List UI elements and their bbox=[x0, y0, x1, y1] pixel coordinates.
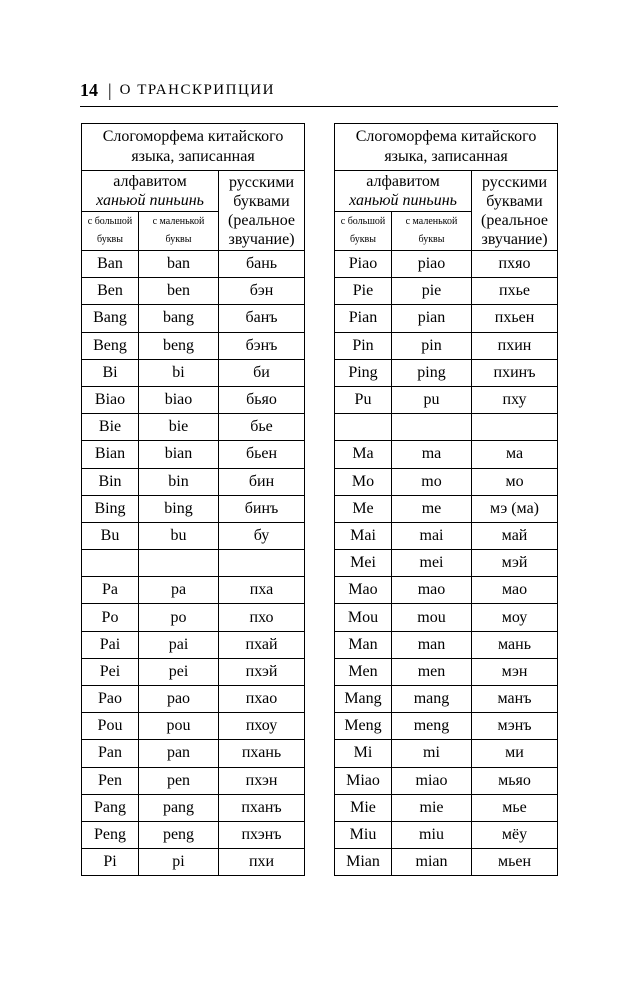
syllable-russian-cell: бэнъ bbox=[219, 332, 305, 359]
small-letter-header bbox=[392, 212, 472, 251]
syllable-russian-cell: бу bbox=[219, 522, 305, 549]
syllable-lowercase-cell: bi bbox=[139, 359, 219, 386]
syllable-lowercase-cell: me bbox=[392, 495, 472, 522]
syllable-russian-cell: бэн bbox=[219, 278, 305, 305]
table-row bbox=[82, 441, 305, 468]
syllable-russian-cell: бье bbox=[219, 414, 305, 441]
transcription-table-left bbox=[81, 123, 305, 876]
table-title: Слогоморфема китайского языка, записанная bbox=[82, 124, 305, 171]
page-number: 14 bbox=[80, 79, 98, 100]
syllable-lowercase-cell: pan bbox=[139, 740, 219, 767]
russian-header bbox=[472, 171, 558, 251]
syllable-capital-cell: Mie bbox=[335, 794, 392, 821]
syllable-lowercase-cell: mai bbox=[392, 522, 472, 549]
table-row bbox=[335, 414, 558, 441]
syllable-capital-cell: Bang bbox=[82, 305, 139, 332]
table-row bbox=[335, 359, 558, 386]
syllable-capital-cell: Pu bbox=[335, 386, 392, 413]
syllable-lowercase-cell: pei bbox=[139, 658, 219, 685]
syllable-russian-cell: пха bbox=[219, 577, 305, 604]
syllable-russian-cell bbox=[219, 550, 305, 577]
russian-header-line1: русскими bbox=[482, 173, 548, 191]
table-row bbox=[335, 686, 558, 713]
table-row bbox=[82, 604, 305, 631]
table-row bbox=[82, 414, 305, 441]
syllable-lowercase-cell: bin bbox=[139, 468, 219, 495]
table-row bbox=[82, 278, 305, 305]
table-row bbox=[82, 359, 305, 386]
syllable-lowercase-cell: peng bbox=[139, 821, 219, 848]
russian-header-line3: (реальное bbox=[481, 211, 549, 229]
syllable-lowercase-cell: ban bbox=[139, 251, 219, 278]
syllable-lowercase-cell: biao bbox=[139, 386, 219, 413]
syllable-lowercase-cell bbox=[392, 414, 472, 441]
syllable-capital-cell: Pao bbox=[82, 686, 139, 713]
syllable-russian-cell: бинъ bbox=[219, 495, 305, 522]
table-row bbox=[82, 550, 305, 577]
table-row bbox=[82, 495, 305, 522]
capital-header-line1: с большой bbox=[340, 216, 386, 227]
syllable-lowercase-cell: ma bbox=[392, 441, 472, 468]
table-row bbox=[82, 631, 305, 658]
syllable-capital-cell: Mi bbox=[335, 740, 392, 767]
table-row bbox=[82, 522, 305, 549]
syllable-capital-cell: Mang bbox=[335, 686, 392, 713]
table-row bbox=[335, 441, 558, 468]
syllable-capital-cell: Meng bbox=[335, 713, 392, 740]
russian-header-line1: русскими bbox=[229, 173, 295, 191]
syllable-capital-cell: Mao bbox=[335, 577, 392, 604]
syllable-russian-cell: пханъ bbox=[219, 794, 305, 821]
syllable-capital-cell: Pan bbox=[82, 740, 139, 767]
syllable-lowercase-cell: man bbox=[392, 631, 472, 658]
table-row bbox=[335, 740, 558, 767]
syllable-lowercase-cell: pai bbox=[139, 631, 219, 658]
table-row bbox=[335, 251, 558, 278]
syllable-russian-cell: бань bbox=[219, 251, 305, 278]
syllable-lowercase-cell: pu bbox=[392, 386, 472, 413]
syllable-capital-cell: Beng bbox=[82, 332, 139, 359]
syllable-russian-cell: пхоу bbox=[219, 713, 305, 740]
table-row bbox=[335, 849, 558, 876]
syllable-capital-cell: Mou bbox=[335, 604, 392, 631]
syllable-russian-cell: пхэнъ bbox=[219, 821, 305, 848]
syllable-russian-cell: пхо bbox=[219, 604, 305, 631]
syllable-russian-cell: манъ bbox=[472, 686, 558, 713]
transcription-table-right bbox=[334, 123, 558, 876]
syllable-capital-cell bbox=[82, 550, 139, 577]
capital-header-line1: с большой bbox=[87, 216, 133, 227]
syllable-capital-cell: Men bbox=[335, 658, 392, 685]
small-header-line2: буквы bbox=[418, 234, 445, 245]
table-row bbox=[335, 305, 558, 332]
syllable-capital-cell: Pian bbox=[335, 305, 392, 332]
syllable-russian-cell: мёу bbox=[472, 821, 558, 848]
syllable-capital-cell: Pou bbox=[82, 713, 139, 740]
syllable-capital-cell: Pang bbox=[82, 794, 139, 821]
syllable-russian-cell: пхэн bbox=[219, 767, 305, 794]
capital-header-line2: буквы bbox=[96, 234, 123, 245]
syllable-capital-cell: Pi bbox=[82, 849, 139, 876]
table-row bbox=[335, 713, 558, 740]
russian-header-line3: (реальное bbox=[228, 211, 296, 229]
syllable-capital-cell: Mian bbox=[335, 849, 392, 876]
syllable-russian-cell: пхи bbox=[219, 849, 305, 876]
table-row bbox=[335, 550, 558, 577]
syllable-russian-cell: пхэй bbox=[219, 658, 305, 685]
russian-header-line4: звучание) bbox=[228, 230, 295, 248]
alphabet-header bbox=[82, 171, 219, 212]
syllable-russian-cell: май bbox=[472, 522, 558, 549]
russian-header-line2: буквами bbox=[233, 192, 290, 210]
syllable-lowercase-cell: pa bbox=[139, 577, 219, 604]
syllable-capital-cell: Bian bbox=[82, 441, 139, 468]
table-row bbox=[82, 305, 305, 332]
russian-header bbox=[219, 171, 305, 251]
syllable-capital-cell: Ben bbox=[82, 278, 139, 305]
page-header bbox=[80, 78, 558, 102]
syllable-lowercase-cell: bu bbox=[139, 522, 219, 549]
syllable-lowercase-cell: mang bbox=[392, 686, 472, 713]
syllable-lowercase-cell: pao bbox=[139, 686, 219, 713]
table-row bbox=[82, 386, 305, 413]
syllable-russian-cell: ма bbox=[472, 441, 558, 468]
table-row bbox=[335, 821, 558, 848]
table-row bbox=[335, 386, 558, 413]
table-row bbox=[82, 468, 305, 495]
syllable-capital-cell: Mei bbox=[335, 550, 392, 577]
syllable-russian-cell: банъ bbox=[219, 305, 305, 332]
syllable-capital-cell: Pa bbox=[82, 577, 139, 604]
table-row bbox=[82, 740, 305, 767]
small-letter-header bbox=[139, 212, 219, 251]
syllable-russian-cell: ми bbox=[472, 740, 558, 767]
syllable-lowercase-cell: pian bbox=[392, 305, 472, 332]
small-header-line1: с маленькой bbox=[152, 216, 205, 227]
alphabet-header-line2: ханьюй пиньинь bbox=[96, 192, 204, 209]
syllable-russian-cell: пхинъ bbox=[472, 359, 558, 386]
syllable-lowercase-cell: mao bbox=[392, 577, 472, 604]
syllable-capital-cell bbox=[335, 414, 392, 441]
syllable-capital-cell: Pin bbox=[335, 332, 392, 359]
table-row bbox=[335, 631, 558, 658]
syllable-lowercase-cell: men bbox=[392, 658, 472, 685]
syllable-russian-cell: пхин bbox=[472, 332, 558, 359]
syllable-capital-cell: Bu bbox=[82, 522, 139, 549]
syllable-lowercase-cell: pi bbox=[139, 849, 219, 876]
syllable-capital-cell: Piao bbox=[335, 251, 392, 278]
table-row bbox=[335, 767, 558, 794]
syllable-lowercase-cell: ben bbox=[139, 278, 219, 305]
syllable-russian-cell: бин bbox=[219, 468, 305, 495]
syllable-russian-cell: пхай bbox=[219, 631, 305, 658]
syllable-lowercase-cell: bie bbox=[139, 414, 219, 441]
syllable-russian-cell: мье bbox=[472, 794, 558, 821]
syllable-capital-cell: Miao bbox=[335, 767, 392, 794]
syllable-capital-cell: Me bbox=[335, 495, 392, 522]
russian-header-line2: буквами bbox=[486, 192, 543, 210]
table-row bbox=[82, 332, 305, 359]
table-row bbox=[82, 686, 305, 713]
syllable-russian-cell: пхье bbox=[472, 278, 558, 305]
syllable-russian-cell: пхьен bbox=[472, 305, 558, 332]
syllable-lowercase-cell: pin bbox=[392, 332, 472, 359]
syllable-russian-cell: мао bbox=[472, 577, 558, 604]
table-row bbox=[335, 332, 558, 359]
syllable-capital-cell: Ban bbox=[82, 251, 139, 278]
syllable-lowercase-cell: mi bbox=[392, 740, 472, 767]
header-rule bbox=[80, 106, 558, 107]
syllable-lowercase-cell: mei bbox=[392, 550, 472, 577]
syllable-lowercase-cell: beng bbox=[139, 332, 219, 359]
table-row bbox=[82, 767, 305, 794]
small-header-line2: буквы bbox=[165, 234, 192, 245]
syllable-capital-cell: Bi bbox=[82, 359, 139, 386]
syllable-lowercase-cell: bing bbox=[139, 495, 219, 522]
small-header-line1: с маленькой bbox=[405, 216, 458, 227]
alphabet-header bbox=[335, 171, 472, 212]
syllable-lowercase-cell: bang bbox=[139, 305, 219, 332]
syllable-capital-cell: Po bbox=[82, 604, 139, 631]
table-row bbox=[82, 713, 305, 740]
syllable-lowercase-cell: piao bbox=[392, 251, 472, 278]
syllable-lowercase-cell: meng bbox=[392, 713, 472, 740]
table-title: Слогоморфема китайского языка, записанная bbox=[335, 124, 558, 171]
syllable-russian-cell bbox=[472, 414, 558, 441]
syllable-lowercase-cell: pang bbox=[139, 794, 219, 821]
syllable-lowercase-cell: pie bbox=[392, 278, 472, 305]
syllable-russian-cell: мань bbox=[472, 631, 558, 658]
syllable-russian-cell: мэн bbox=[472, 658, 558, 685]
table-row bbox=[335, 577, 558, 604]
table-row bbox=[335, 794, 558, 821]
syllable-capital-cell: Biao bbox=[82, 386, 139, 413]
syllable-lowercase-cell: miao bbox=[392, 767, 472, 794]
syllable-lowercase-cell: miu bbox=[392, 821, 472, 848]
syllable-lowercase-cell: mian bbox=[392, 849, 472, 876]
capital-letter-header bbox=[82, 212, 139, 251]
syllable-russian-cell: бьен bbox=[219, 441, 305, 468]
syllable-russian-cell: мьяо bbox=[472, 767, 558, 794]
alphabet-header-line1: алфавитом bbox=[366, 173, 440, 190]
alphabet-header-line2: ханьюй пиньинь bbox=[349, 192, 457, 209]
table-row bbox=[82, 794, 305, 821]
syllable-lowercase-cell: po bbox=[139, 604, 219, 631]
syllable-lowercase-cell: pen bbox=[139, 767, 219, 794]
syllable-capital-cell: Peng bbox=[82, 821, 139, 848]
table-row bbox=[82, 821, 305, 848]
syllable-lowercase-cell: bian bbox=[139, 441, 219, 468]
syllable-russian-cell: пхань bbox=[219, 740, 305, 767]
syllable-russian-cell: мэй bbox=[472, 550, 558, 577]
syllable-capital-cell: Pei bbox=[82, 658, 139, 685]
syllable-capital-cell: Bin bbox=[82, 468, 139, 495]
syllable-capital-cell: Pai bbox=[82, 631, 139, 658]
header-separator: | bbox=[108, 79, 112, 100]
table-row bbox=[335, 604, 558, 631]
syllable-capital-cell: Bie bbox=[82, 414, 139, 441]
syllable-russian-cell: пхао bbox=[219, 686, 305, 713]
syllable-lowercase-cell: ping bbox=[392, 359, 472, 386]
syllable-capital-cell: Miu bbox=[335, 821, 392, 848]
syllable-russian-cell: мо bbox=[472, 468, 558, 495]
syllable-russian-cell: мэ (ма) bbox=[472, 495, 558, 522]
table-row bbox=[82, 577, 305, 604]
syllable-capital-cell: Pen bbox=[82, 767, 139, 794]
syllable-capital-cell: Man bbox=[335, 631, 392, 658]
syllable-lowercase-cell: mo bbox=[392, 468, 472, 495]
syllable-russian-cell: моу bbox=[472, 604, 558, 631]
alphabet-header-line1: алфавитом bbox=[113, 173, 187, 190]
section-title: О ТРАНСКРИПЦИИ bbox=[119, 81, 275, 98]
russian-header-line4: звучание) bbox=[481, 230, 548, 248]
capital-letter-header bbox=[335, 212, 392, 251]
table-row bbox=[335, 278, 558, 305]
capital-header-line2: буквы bbox=[349, 234, 376, 245]
table-row bbox=[82, 251, 305, 278]
syllable-capital-cell: Pie bbox=[335, 278, 392, 305]
table-row bbox=[335, 468, 558, 495]
syllable-russian-cell: би bbox=[219, 359, 305, 386]
syllable-russian-cell: мэнъ bbox=[472, 713, 558, 740]
syllable-capital-cell: Mai bbox=[335, 522, 392, 549]
table-row bbox=[82, 849, 305, 876]
syllable-capital-cell: Ping bbox=[335, 359, 392, 386]
syllable-russian-cell: мьен bbox=[472, 849, 558, 876]
syllable-lowercase-cell bbox=[139, 550, 219, 577]
table-row bbox=[335, 495, 558, 522]
syllable-capital-cell: Mo bbox=[335, 468, 392, 495]
syllable-capital-cell: Bing bbox=[82, 495, 139, 522]
syllable-russian-cell: пхяо bbox=[472, 251, 558, 278]
table-row bbox=[82, 658, 305, 685]
syllable-russian-cell: бьяо bbox=[219, 386, 305, 413]
syllable-lowercase-cell: mou bbox=[392, 604, 472, 631]
syllable-lowercase-cell: pou bbox=[139, 713, 219, 740]
syllable-lowercase-cell: mie bbox=[392, 794, 472, 821]
table-row bbox=[335, 658, 558, 685]
syllable-russian-cell: пху bbox=[472, 386, 558, 413]
syllable-capital-cell: Ma bbox=[335, 441, 392, 468]
table-row bbox=[335, 522, 558, 549]
